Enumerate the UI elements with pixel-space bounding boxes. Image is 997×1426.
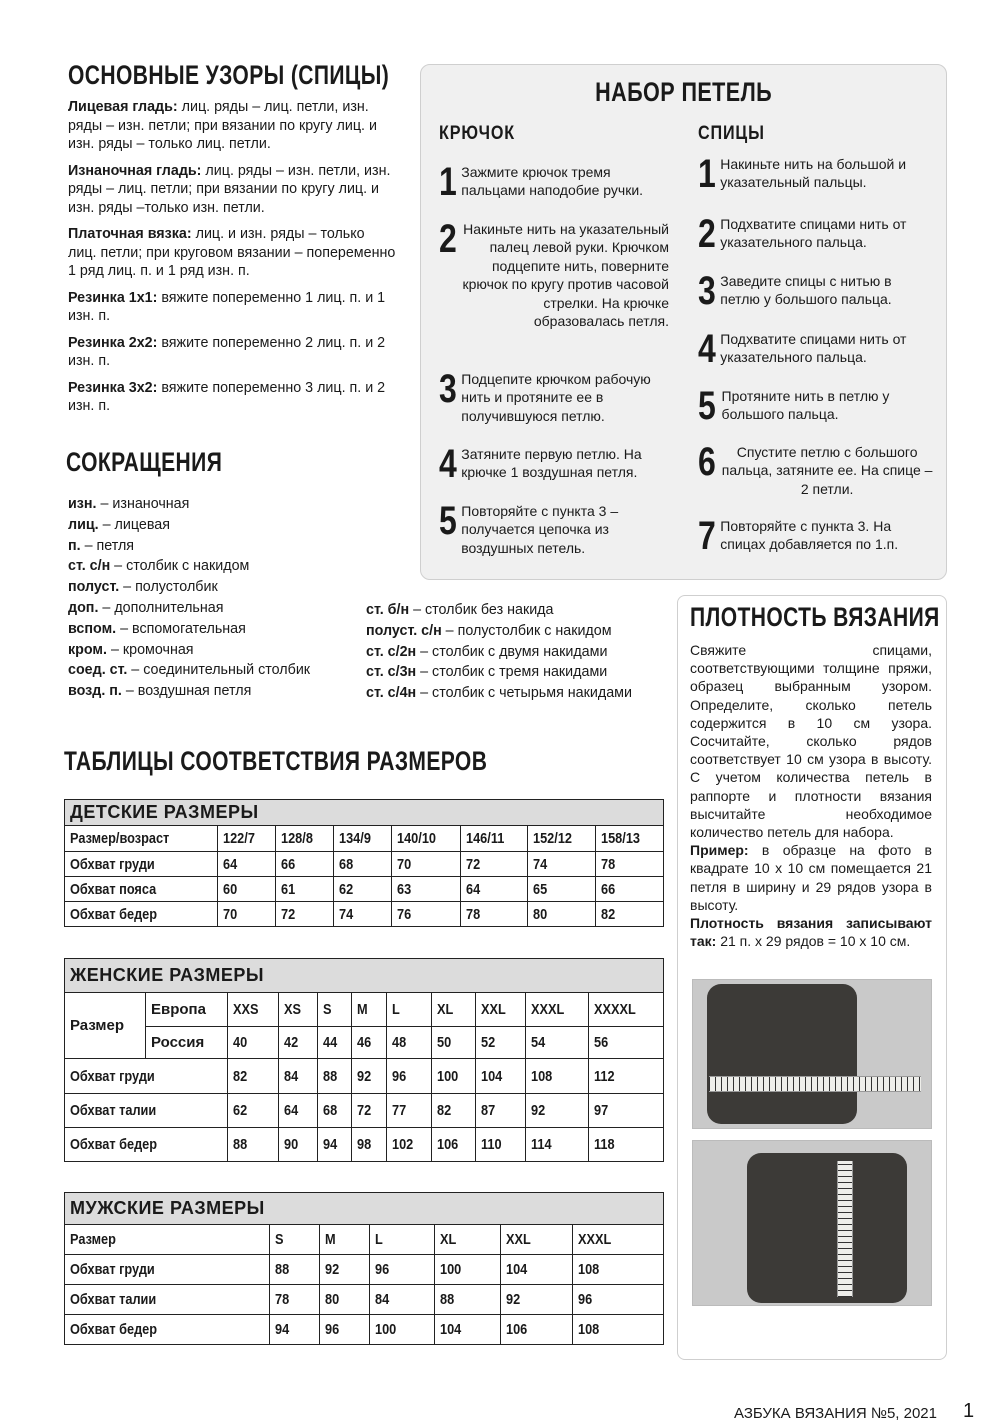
header-cell: 122/7	[218, 826, 276, 852]
hook-step: 2 Накиньте нить на указательный палец левой руки. Крючком подцепите нить, поверните крючок по кругу против часовой стрелки. На крючке образовалась петля.	[439, 217, 669, 330]
table-cell: 100	[435, 1255, 500, 1285]
pattern-item: Резинка 2х2: вяжите попеременно 2 лиц. п. и 2 изн. п.	[68, 334, 386, 369]
needles-heading: СПИЦЫ	[698, 123, 765, 144]
europe-size-cell: M	[352, 993, 386, 1027]
header-cell: 152/12	[527, 826, 595, 852]
abbreviation-item: п. – петля	[68, 537, 135, 554]
patterns-list	[68, 98, 396, 424]
table-cell: 96	[320, 1315, 370, 1345]
row-label: Обхват пояса	[65, 877, 218, 902]
pattern-item: Изнаночная гладь: лиц. ряды – изн. петли, изн. ряды – лиц. петли; при вязании по кругу лиц. и изн. ряды –только изн. петли.	[68, 162, 391, 216]
row-label: Обхват бедер	[65, 1128, 228, 1162]
table-cell: 97	[588, 1094, 663, 1128]
row-label: Обхват талии	[65, 1094, 228, 1128]
row-label: Обхват груди	[65, 1059, 228, 1094]
needle-step: 4 Подхватите спицами нить от указательного пальца.	[698, 327, 907, 371]
table-caption: ДЕТСКИЕ РАЗМЕРЫ	[65, 800, 664, 826]
europe-size-cell: L	[386, 993, 431, 1027]
table-cell: 88	[228, 1128, 279, 1162]
table-cell: 108	[573, 1315, 664, 1345]
hook-step: 1 Зажмите крючок тремя пальцами наподобие ручки.	[439, 160, 644, 204]
table-cell: 64	[460, 877, 527, 902]
table-cell: 106	[500, 1315, 573, 1345]
abbreviation-item: кром. – кромочная	[68, 641, 194, 658]
abbreviation-item: полуст. с/н – полустолбик с накидом	[366, 622, 612, 639]
russia-size-cell: 44	[317, 1027, 351, 1059]
pattern-item: Резинка 1х1: вяжите попеременно 1 лиц. п. и 1 изн. п.	[68, 289, 386, 324]
table-cell: 104	[500, 1255, 573, 1285]
table-cell: 61	[276, 877, 334, 902]
table-row	[65, 1255, 664, 1285]
table-cell: 66	[276, 852, 334, 877]
europe-size-cell: XS	[279, 993, 318, 1027]
table-cell: 92	[500, 1285, 573, 1315]
men-size-table	[64, 1192, 664, 1345]
table-cell: 114	[526, 1128, 588, 1162]
abbreviation-item: ст. с/3н – столбик с тремя накидами	[366, 664, 608, 681]
table-cell: 76	[392, 902, 460, 927]
table-cell: 110	[476, 1128, 526, 1162]
table-cell: 98	[352, 1128, 386, 1162]
table-cell: 72	[352, 1094, 386, 1128]
table-cell: 74	[527, 852, 595, 877]
europe-size-cell: XXS	[228, 993, 279, 1027]
row-label: Обхват бедер	[65, 902, 218, 927]
table-cell: 96	[386, 1059, 431, 1094]
table-cell: 66	[595, 877, 663, 902]
needle-step: 6 Спустите петлю с большого пальца, затяните ее. На спице – 2 петли.	[698, 440, 933, 497]
russia-size-cell: 50	[431, 1027, 476, 1059]
table-cell: 92	[320, 1255, 370, 1285]
measuring-tape-vertical	[837, 1161, 853, 1297]
pattern-item: Платочная вязка: лиц. и изн. ряды – только лиц. петли; при круговом вязании – попеременно 1 ряд лиц. п. и 1 ряд изн. п.	[68, 226, 396, 279]
table-cell: 96	[370, 1255, 435, 1285]
header-cell: 128/8	[276, 826, 334, 852]
header-cell: XXL	[500, 1225, 573, 1255]
table-cell: 82	[431, 1094, 476, 1128]
table-cell: 106	[431, 1128, 476, 1162]
table-row	[65, 1128, 664, 1162]
header-cell: 134/9	[334, 826, 392, 852]
russia-size-cell: 48	[386, 1027, 431, 1059]
russia-size-cell: 40	[228, 1027, 279, 1059]
europe-size-cell: XXXXL	[588, 993, 663, 1027]
abbreviation-item: ст. с/2н – столбик с двумя накидами	[366, 643, 608, 660]
table-cell: 112	[588, 1059, 663, 1094]
table-cell: 64	[279, 1094, 318, 1128]
table-cell: 78	[270, 1285, 320, 1315]
hook-step: 5 Повторяйте с пункта 3 – получается цепочка из воздушных петель.	[439, 499, 619, 556]
row-label: Обхват талии	[65, 1285, 270, 1315]
needle-step: 2 Подхватите спицами нить от указательного пальца.	[698, 212, 907, 256]
table-caption: ЖЕНСКИЕ РАЗМЕРЫ	[65, 959, 664, 993]
table-cell: 72	[276, 902, 334, 927]
header-cell: S	[270, 1225, 320, 1255]
header-label: Размер/возраст	[65, 826, 218, 852]
table-cell: 72	[460, 852, 527, 877]
europe-size-cell: S	[317, 993, 351, 1027]
table-cell: 108	[526, 1059, 588, 1094]
table-cell: 78	[595, 852, 663, 877]
hook-step: 4 Затяните первую петлю. На крючке 1 воздушная петля.	[439, 442, 642, 486]
row-label: Обхват груди	[65, 852, 218, 877]
abbreviation-item: ст. с/н – столбик с накидом	[68, 558, 250, 575]
table-cell: 68	[317, 1094, 351, 1128]
table-header-row	[65, 993, 664, 1027]
abbreviations-title: СОКРАЩЕНИЯ	[66, 447, 223, 477]
table-header-row	[65, 1225, 664, 1255]
table-cell: 82	[595, 902, 663, 927]
header-cell: XXXL	[573, 1225, 664, 1255]
measuring-tape-horizontal	[709, 1076, 921, 1092]
russia-size-cell: 56	[588, 1027, 663, 1059]
needle-step: 7 Повторяйте с пункта 3. На спицах добавляется по 1.п.	[698, 514, 899, 558]
table-row	[65, 1094, 664, 1128]
russia-size-cell: 46	[352, 1027, 386, 1059]
table-cell: 80	[527, 902, 595, 927]
table-cell: 87	[476, 1094, 526, 1128]
table-cell: 90	[279, 1128, 318, 1162]
patterns-title: ОСНОВНЫЕ УЗОРЫ (СПИЦЫ)	[68, 60, 390, 90]
russia-label: Россия	[145, 1027, 227, 1059]
table-caption: МУЖСКИЕ РАЗМЕРЫ	[65, 1193, 664, 1225]
table-cell: 62	[228, 1094, 279, 1128]
header-cell: 158/13	[595, 826, 663, 852]
russia-size-cell: 54	[526, 1027, 588, 1059]
header-cell: L	[370, 1225, 435, 1255]
table-cell: 63	[392, 877, 460, 902]
magazine-footer: АЗБУКА ВЯЗАНИЯ №5, 2021	[734, 1405, 937, 1422]
table-cell: 92	[526, 1094, 588, 1128]
knitted-swatch	[707, 984, 857, 1124]
hook-step: 3 Подцепите крючком рабочую нить и протяните ее в получившуюся петлю.	[439, 367, 651, 424]
header-cell: 146/11	[460, 826, 527, 852]
abbreviation-item: доп. – дополнительная	[68, 599, 224, 616]
sizes-title: ТАБЛИЦЫ СООТВЕТСТВИЯ РАЗМЕРОВ	[64, 746, 488, 776]
table-cell: 118	[588, 1128, 663, 1162]
abbreviation-item: вспом. – вспомогательная	[68, 620, 246, 637]
table-row	[65, 877, 664, 902]
abbreviation-item: лиц. – лицевая	[68, 516, 170, 533]
abbreviation-item: соед. ст. – соединительный столбик	[68, 662, 311, 679]
europe-size-cell: XXXL	[526, 993, 588, 1027]
women-size-table	[64, 958, 664, 1162]
size-label: Размер	[65, 993, 146, 1059]
russia-size-cell: 42	[279, 1027, 318, 1059]
pattern-item: Резинка 3х2: вяжите попеременно 3 лиц. п. и 2 изн. п.	[68, 379, 386, 414]
abbreviation-item: ст. с/4н – столбик с четырьмя накидами	[366, 685, 632, 702]
density-text: Свяжите спицами, соответствующими толщине пряжи, образец выбранным узором. Определите, сколько петель содержится в 10 см узора. Сосчитайте, сколько рядов соответствует 10 см узора в высоту. С учетом количества петель в раппорте и плотности вязания высчитайте необходимое количество петель для набора. Пример: в образце на фото в квадрате 10 х 10 см помещается 21 петля в ширину и 29 рядов узора в высоту. Плотность вязания записывают так: 21 п. х 29 рядов = 10 х 10 см.	[690, 642, 932, 950]
table-cell: 78	[460, 902, 527, 927]
table-cell: 100	[370, 1315, 435, 1345]
table-cell: 62	[334, 877, 392, 902]
table-cell: 100	[431, 1059, 476, 1094]
table-row	[65, 1059, 664, 1094]
table-row	[65, 852, 664, 877]
table-cell: 88	[435, 1285, 500, 1315]
needle-step: 5 Протяните нить в петлю у большого пальца.	[698, 384, 890, 428]
russia-size-cell: 52	[476, 1027, 526, 1059]
header-cell: XL	[435, 1225, 500, 1255]
abbreviation-item: возд. п. – воздушная петля	[68, 683, 252, 700]
table-header-row	[65, 826, 664, 852]
table-row	[65, 902, 664, 927]
abbreviations-right	[366, 600, 632, 704]
table-cell: 65	[527, 877, 595, 902]
density-panel	[677, 595, 947, 1360]
table-cell: 82	[228, 1059, 279, 1094]
table-cell: 77	[386, 1094, 431, 1128]
table-cell: 102	[386, 1128, 431, 1162]
europe-size-cell: XL	[431, 993, 476, 1027]
table-cell: 84	[279, 1059, 318, 1094]
table-cell: 70	[218, 902, 276, 927]
table-cell: 84	[370, 1285, 435, 1315]
table-row	[65, 1285, 664, 1315]
kids-size-table	[64, 799, 664, 927]
table-cell: 88	[270, 1255, 320, 1285]
table-cell: 68	[334, 852, 392, 877]
swatch-photo-height	[692, 1140, 932, 1306]
table-cell: 94	[317, 1128, 351, 1162]
table-header-row	[65, 1027, 664, 1059]
header-cell: M	[320, 1225, 370, 1255]
europe-label: Европа	[145, 993, 227, 1027]
table-cell: 108	[573, 1255, 664, 1285]
swatch-photo-width	[692, 979, 932, 1129]
table-cell: 104	[476, 1059, 526, 1094]
needle-step: 1 Накиньте нить на большой и указательный пальцы.	[698, 152, 907, 196]
needle-step: 3 Заведите спицы с нитью в петлю у большого пальца.	[698, 269, 892, 313]
abbreviation-item: изн. – изнаночная	[68, 496, 190, 512]
table-cell: 74	[334, 902, 392, 927]
table-cell: 80	[320, 1285, 370, 1315]
table-row	[65, 1315, 664, 1345]
table-cell: 60	[218, 877, 276, 902]
table-cell: 104	[435, 1315, 500, 1345]
europe-size-cell: XXL	[476, 993, 526, 1027]
knitted-swatch	[747, 1153, 907, 1303]
header-cell: 140/10	[392, 826, 460, 852]
abbreviations-left	[68, 494, 310, 702]
table-cell: 92	[352, 1059, 386, 1094]
density-title: ПЛОТНОСТЬ ВЯЗАНИЯ	[690, 602, 940, 632]
abbreviation-item: полуст. – полустолбик	[68, 579, 218, 596]
table-cell: 88	[317, 1059, 351, 1094]
caston-title: НАБОР ПЕТЕЛЬ	[595, 77, 772, 107]
header-label: Размер	[65, 1225, 270, 1255]
row-label: Обхват груди	[65, 1255, 270, 1285]
caston-panel	[420, 64, 947, 580]
hook-heading: КРЮЧОК	[439, 123, 515, 144]
table-cell: 96	[573, 1285, 664, 1315]
page-number: 1	[963, 1400, 975, 1422]
table-cell: 70	[392, 852, 460, 877]
row-label: Обхват бедер	[65, 1315, 270, 1345]
abbreviation-item: ст. б/н – столбик без накида	[366, 602, 554, 618]
pattern-item: Лицевая гладь: лиц. ряды – лиц. петли, изн. ряды – изн. петли; при вязании по кругу лиц. и изн. ряды – только лиц. петли.	[68, 99, 377, 152]
table-cell: 94	[270, 1315, 320, 1345]
table-cell: 64	[218, 852, 276, 877]
